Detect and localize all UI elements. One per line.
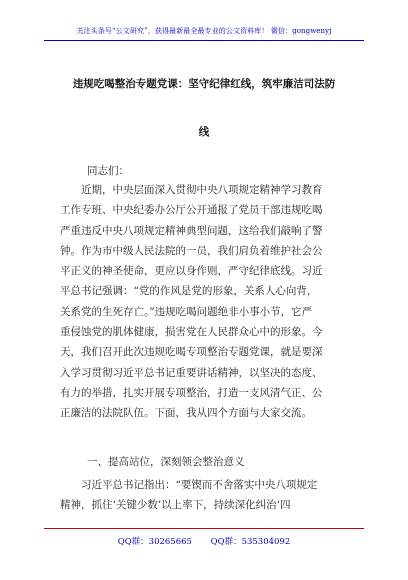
- footer-qq-group-2: QQ群：535304092: [210, 537, 291, 547]
- paragraph-line: 平正义的神圣使命，更应以身作则，严守纪律底线。习近: [60, 265, 323, 278]
- document-title-line-1: 违规吃喝整治专题党课：坚守纪律红线，筑牢廉洁司法防: [72, 78, 336, 90]
- paragraph-line: 正廉洁的法院队伍。下面，我从四个方面与大家交流。: [60, 407, 312, 420]
- paragraph-line: 重侵蚀党的肌体健康，损害党在人民群众心中的形象。今: [60, 326, 323, 339]
- paragraph-line: 习近平总书记指出：“要锲而不舍落实中央八项规定: [60, 479, 318, 491]
- paragraph-line: 关系党的生死存亡。”违规吃喝问题绝非小事小节，它严: [60, 305, 313, 318]
- paragraph-line: 精神，抓住‘关键少数’以上率下，持续深化纠治‘四: [60, 499, 291, 512]
- paragraph-2: [60, 475, 352, 516]
- paragraph-line: 平总书记强调：“党的作风是党的形象，关系人心向背，: [60, 285, 318, 298]
- header-divider: [44, 40, 364, 41]
- footer-divider: [44, 528, 364, 529]
- paragraph-line: 严重违反中央八项规定精神典型问题，这给我们敲响了警: [60, 224, 323, 237]
- paragraph-1: [60, 180, 352, 424]
- paragraph-line: 入学习贯彻习近平总书记重要讲话精神，以坚决的态度、: [60, 366, 323, 379]
- paragraph-line: 近期，中央层面深入贯彻中央八项规定精神学习教育: [60, 184, 323, 196]
- section-heading-1: 一、提高站位，深刻领会整治意义: [87, 456, 245, 468]
- document-title-line-2: 线: [198, 126, 210, 138]
- paragraph-line: 天，我们召开此次违规吃喝专项整治专题党课，就是要深: [60, 346, 323, 359]
- paragraph-line: 工作专班、中央纪委办公厅公开通报了党员干部违规吃喝: [60, 204, 323, 217]
- paragraph-line: 钟。作为市中级人民法院的一员，我们肩负着维护社会公: [60, 244, 323, 257]
- footer-qq-group-1: QQ群：30265665: [117, 537, 192, 547]
- page-footer: [0, 535, 408, 547]
- page-header-banner: 关注头条号“公文研究”，获得最新最全最专业的公文资料库！ 微信：gongwenyj: [76, 27, 332, 35]
- paragraph-line: 有力的举措，扎实开展专项整治，打造一支风清气正、公: [60, 386, 323, 399]
- greeting: 同志们：: [87, 165, 129, 177]
